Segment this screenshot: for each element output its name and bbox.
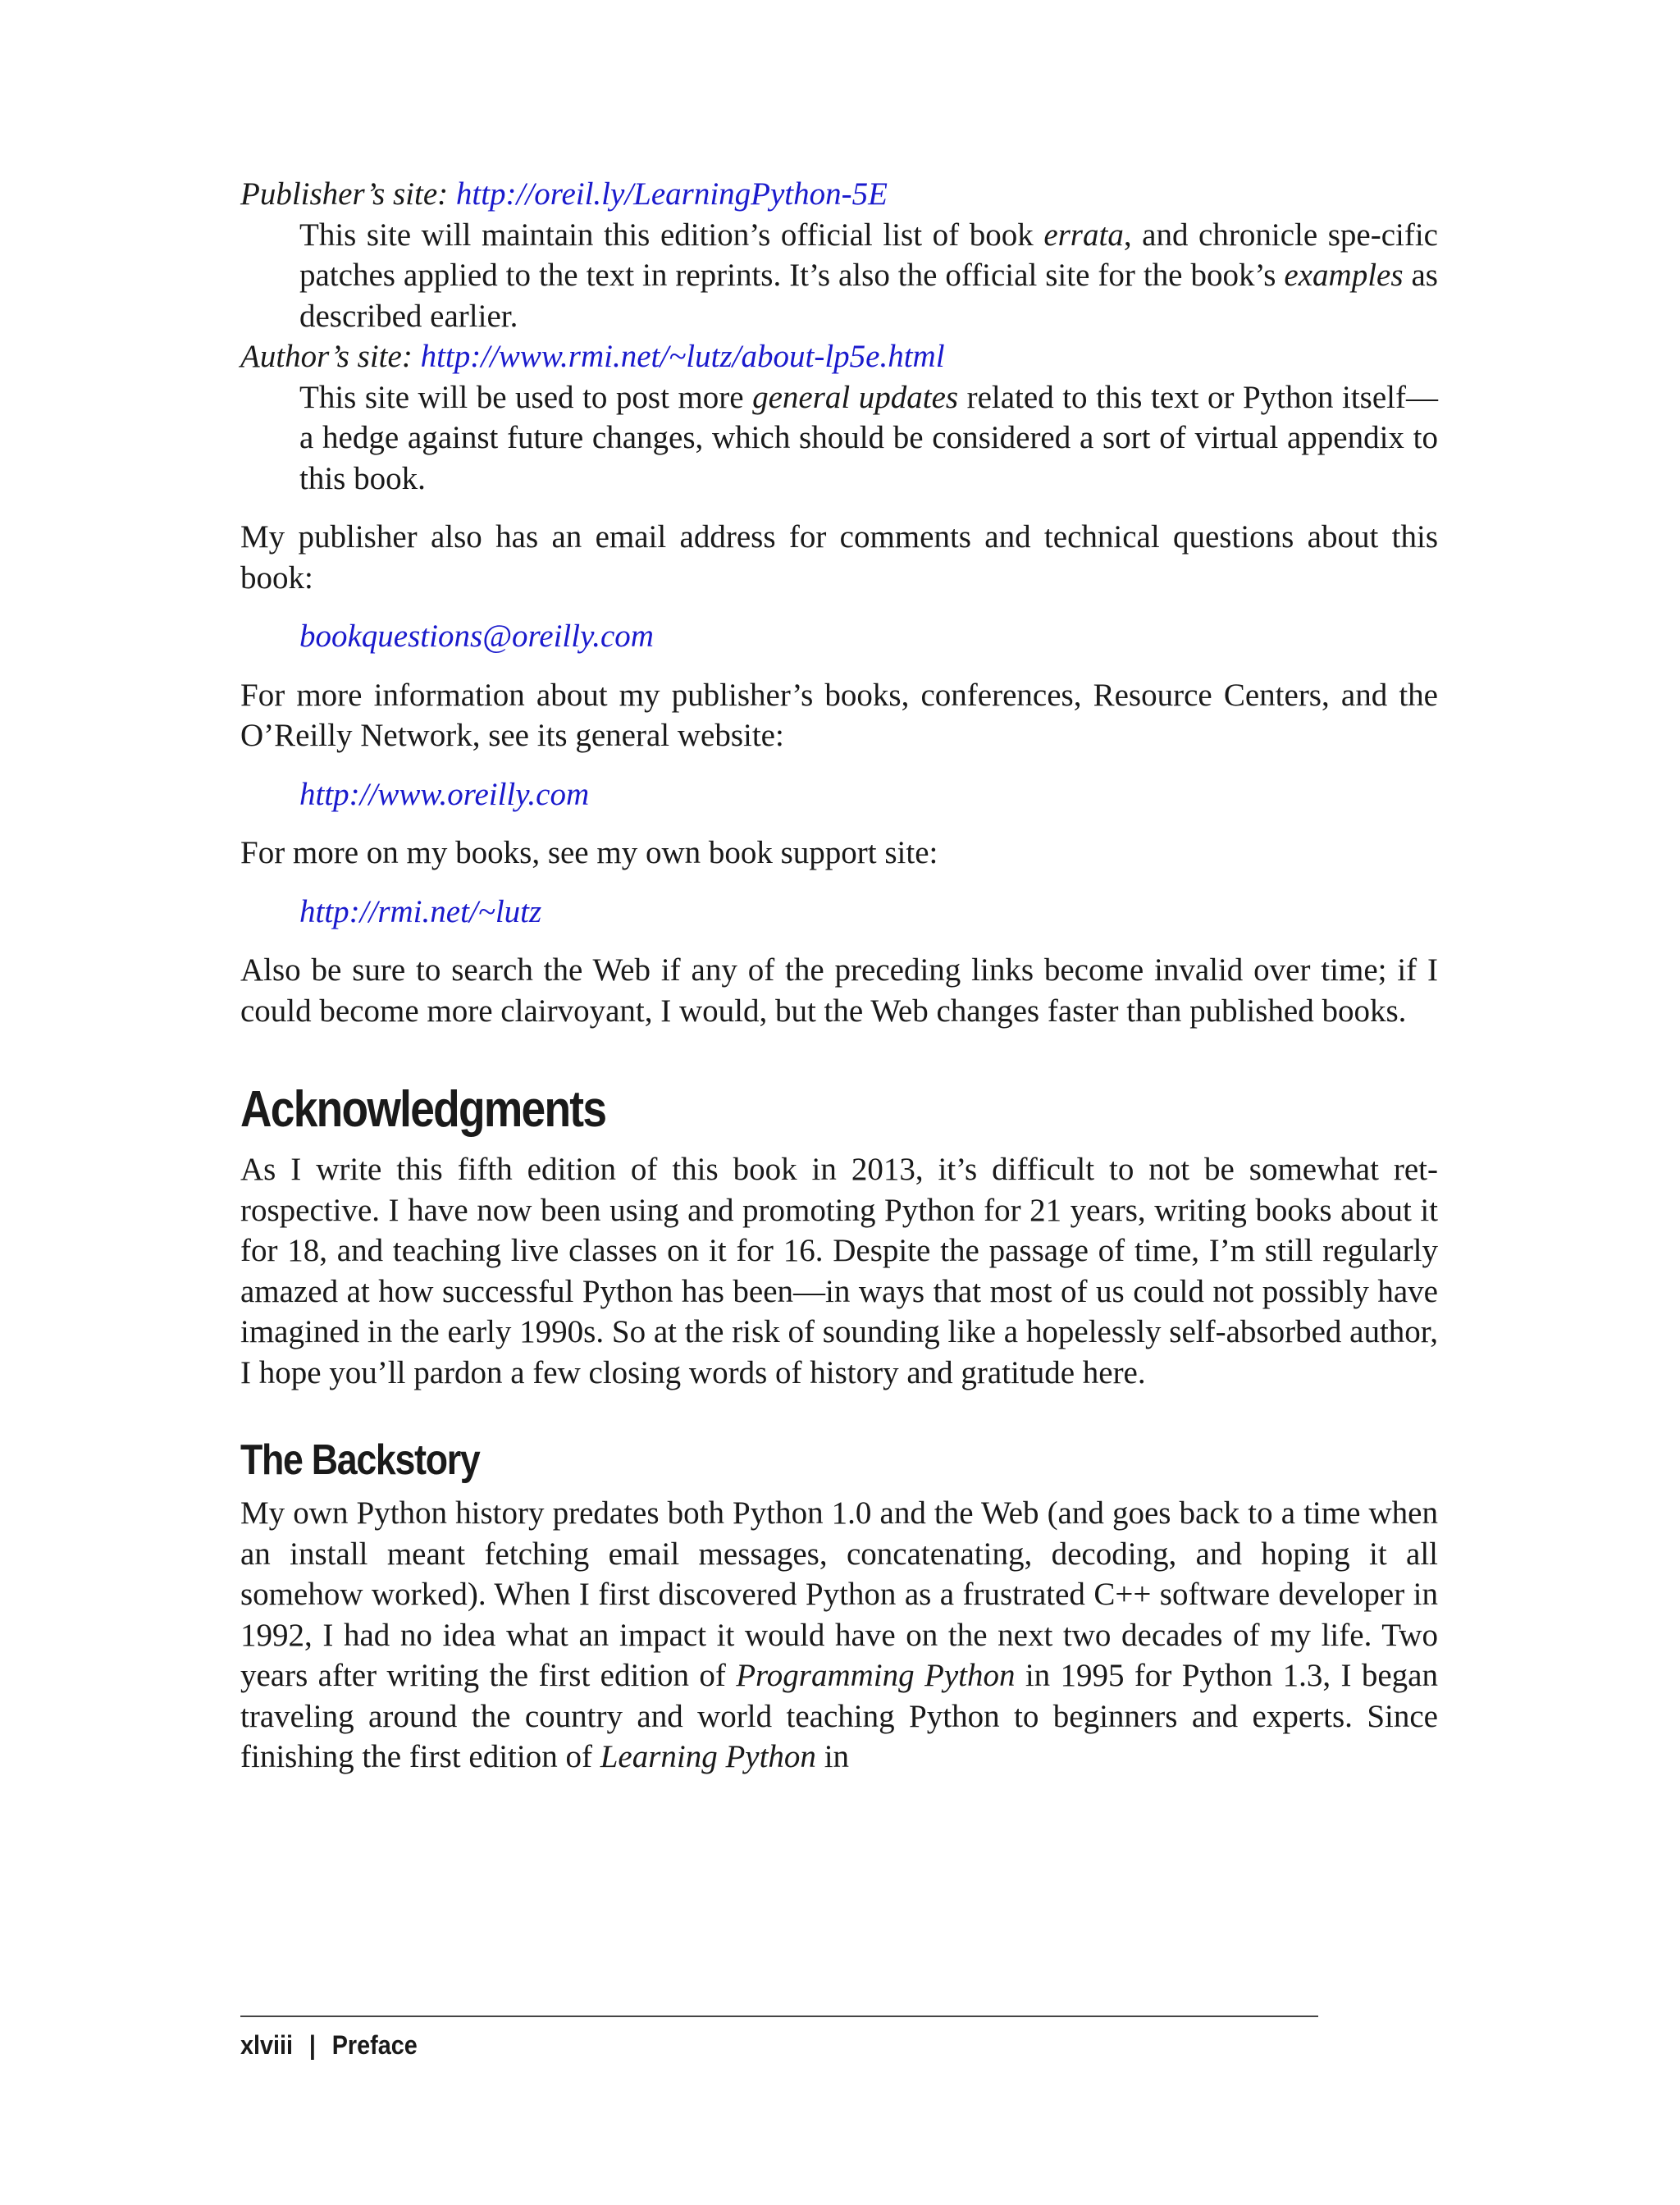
email-paragraph: My publisher also has an email address for comments and technical questions about this book:: [240, 519, 1438, 596]
books-paragraph: For more on my books, see my own book support site:: [240, 835, 938, 870]
backstory-text-2: in 1995 for Python 1.3, I began traveling around the country and world teaching Python to beginners and experts. Since finishing the first edition of: [240, 1658, 1438, 1774]
email-line: [299, 616, 1438, 657]
publisher-desc-examples: examples: [1284, 258, 1404, 293]
author-desc-text-2: related to this text or Python itself—a hedge against future changes, which should be considered a sort of virtual appendix to this book.: [299, 379, 1438, 496]
page-number: xlviii: [240, 2030, 294, 2060]
oreilly-link[interactable]: http://www.oreilly.com: [299, 776, 590, 812]
backstory-learning-python: Learning Python: [600, 1739, 816, 1774]
footer-section: Preface: [331, 2030, 418, 2060]
backstory-paragraph: [240, 1493, 1438, 1778]
page-content: [240, 174, 1438, 1778]
author-site-description: [299, 377, 1438, 500]
publisher-site-description: [299, 215, 1438, 337]
publisher-desc-text-2: , and chronicle spe-cific patches applied to the text in reprints. It’s also the official site for the book’s: [299, 217, 1438, 293]
acknowledgments-heading: Acknowledgments: [240, 1081, 606, 1138]
backstory-text-1: My own Python history predates both Python 1.0 and the Web (and goes back to a time when an install meant fetching email messages, concatenating, decoding, and hoping it all somehow worked). When I first discovered Python as a frustrated C++ software developer in 1992, I had no idea what an impact it would have on the next two decades of my life. Two years after writing the first edition of: [240, 1495, 1438, 1693]
oreilly-line: [299, 774, 1438, 815]
author-desc-general-updates: general updates: [752, 379, 959, 415]
publisher-site-term: [240, 174, 1438, 215]
publisher-desc-text: This site will maintain this edition’s official list of book: [299, 217, 1044, 253]
backstory-text-3: in: [815, 1739, 850, 1774]
author-desc-text: This site will be used to post more: [299, 379, 753, 415]
rmi-line: [299, 892, 1438, 933]
info-paragraph: For more information about my publisher’s books, conferences, Resource Centers, and the O’Reilly Network, see its general website:: [240, 677, 1438, 753]
acknowledgments-paragraph: As I write this fifth edition of this book in 2013, it’s difficult to not be somewhat ret-rospective. I have now been using and promoting Python for 21 years, writing books about it for 18, and teaching live classes on it for 16. Despite the passage of time, I’m still regularly amazed at how successful Python has been—in ways that most of us could not possibly have imagined in the early 1990s. So at the risk of sounding like a hopelessly self-absorbed author, I hope you’ll pardon a few closing words of history and gratitude here.: [240, 1152, 1438, 1390]
rmi-link[interactable]: http://rmi.net/~lutz: [299, 893, 542, 929]
publisher-desc-errata: errata: [1043, 217, 1124, 253]
backstory-heading: The Backstory: [240, 1436, 480, 1484]
publisher-site-label: Publisher’s site:: [240, 176, 456, 212]
author-site-term: [240, 336, 1438, 377]
email-link[interactable]: bookquestions@oreilly.com: [299, 619, 654, 654]
search-paragraph: Also be sure to search the Web if any of the preceding links become invalid over time; if I could become more clairvoyant, I would, but the Web changes faster than published books.: [240, 952, 1438, 1029]
backstory-programming-python: Programming Python: [736, 1658, 1016, 1693]
author-site-link[interactable]: http://www.rmi.net/~lutz/about-lp5e.html: [420, 339, 945, 374]
publisher-site-link[interactable]: http://oreil.ly/LearningPython-5E: [455, 176, 888, 212]
publisher-desc-text-3: as described earlier.: [299, 258, 1438, 334]
footer-separator: |: [308, 2030, 316, 2060]
page-footer: [240, 2016, 1318, 2061]
author-site-label: Author’s site:: [240, 339, 421, 374]
